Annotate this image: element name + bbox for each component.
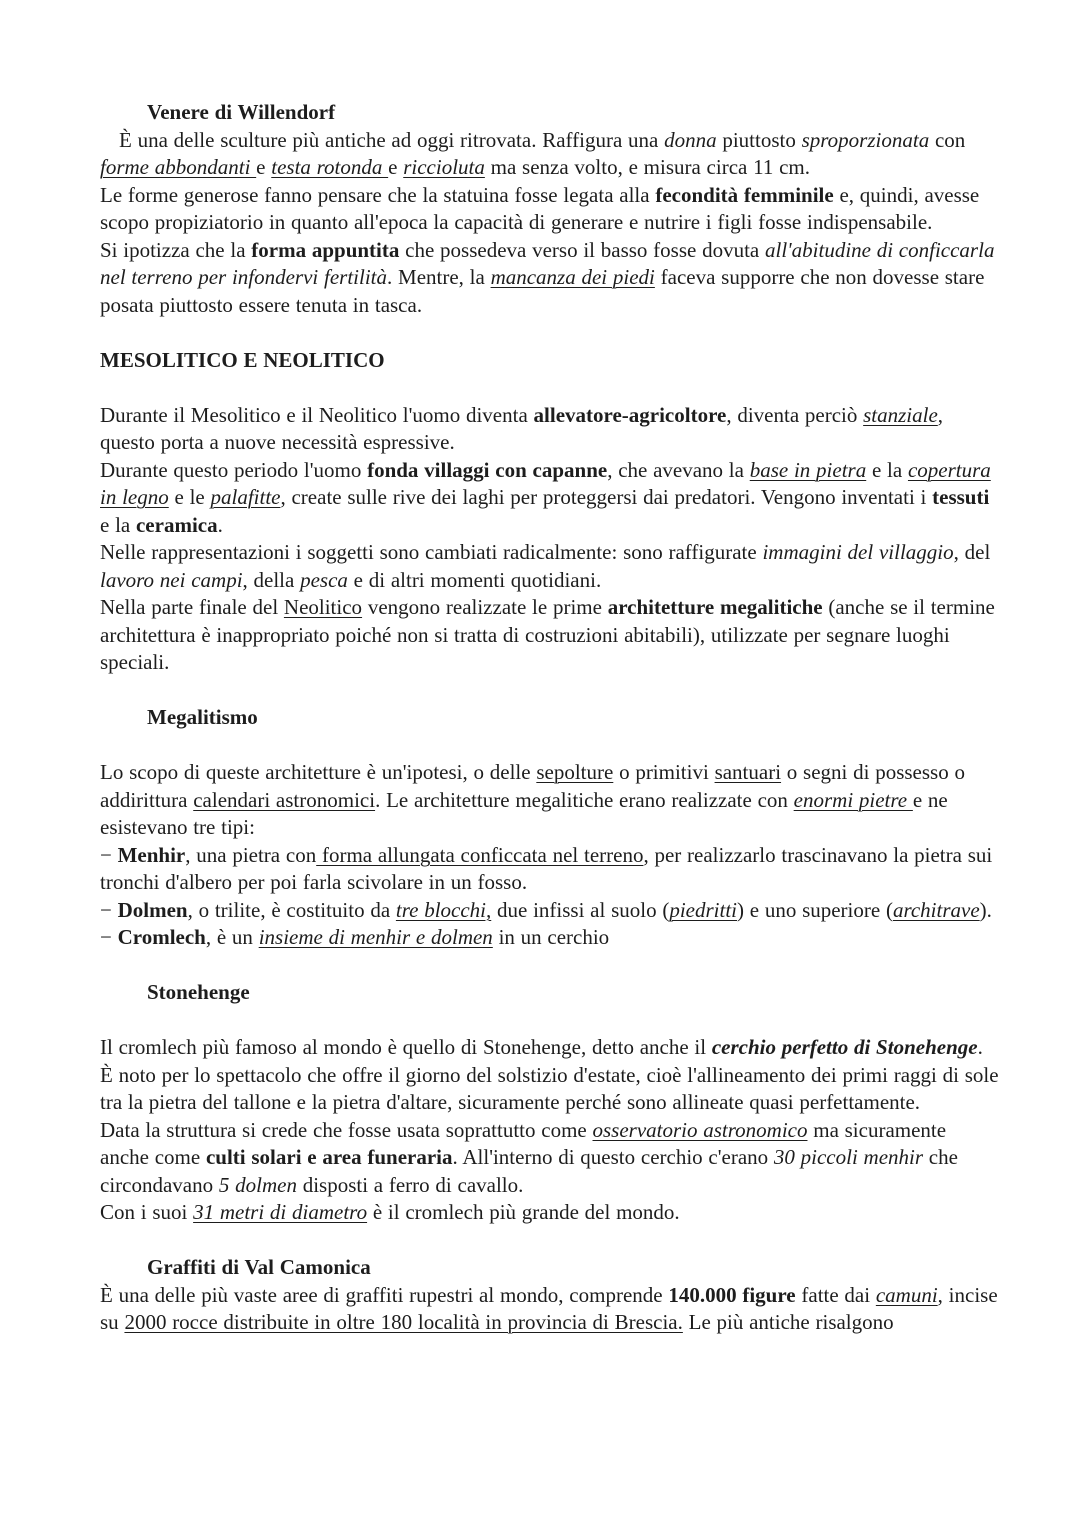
text-run: − (100, 842, 118, 867)
text-run: tre blocchi, (395, 897, 492, 922)
blank-line (100, 732, 1000, 760)
paragraph (100, 402, 1000, 457)
section-heading (100, 347, 1000, 375)
text-run: ) e uno superiore ( (737, 897, 893, 922)
text-run: Data la struttura si crede che fosse usata soprattutto come (100, 1117, 593, 1142)
paragraph (100, 237, 1000, 320)
text-run: o primitivi (613, 760, 715, 784)
paragraph (100, 1034, 1000, 1117)
paragraph (100, 842, 1000, 897)
text-run: È una delle più vaste aree di graffiti rupestri al mondo, comprende (100, 1282, 669, 1307)
text-run: mancanza dei piedi (490, 265, 655, 289)
text-run: Il cromlech più famoso al mondo è quello di Stonehenge, detto anche il (100, 1035, 712, 1059)
text-run: e (388, 155, 404, 179)
text-run: osservatorio astronomico (592, 1117, 808, 1142)
text-run: , una pietra con (185, 842, 317, 867)
text-run: . (217, 512, 223, 537)
text-run: Con i suoi (100, 1200, 194, 1224)
section-heading-text: Stonehenge (147, 980, 250, 1004)
text-run: architrave (892, 897, 980, 922)
blank-line (100, 1227, 1000, 1255)
blank-line (100, 952, 1000, 980)
text-run: pesca (300, 567, 348, 592)
text-run: immagini del villaggio (762, 540, 954, 564)
text-run: , che avevano la (607, 457, 750, 482)
text-run: 5 dolmen (218, 1172, 297, 1197)
text-run: o segni di possesso o addirittura (100, 760, 965, 812)
text-run: all'abitudine di conficcarla nel terreno per infondervi fertilità (100, 237, 995, 289)
text-run: culti solari e area funeraria (205, 1145, 453, 1169)
text-run: copertura in legno (100, 457, 991, 509)
text-run: con (929, 127, 966, 152)
text-run: base in pietra (749, 457, 867, 482)
paragraph (100, 1117, 1000, 1200)
text-run: disposti a ferro di cavallo. (296, 1172, 524, 1197)
text-run: piuttosto (716, 127, 802, 152)
text-run: − (100, 897, 118, 922)
paragraph (100, 1282, 1000, 1337)
paragraph (100, 759, 1000, 842)
text-run: , create sulle rive dei laghi per proteggersi dai predatori. Vengono inventati i (280, 485, 933, 509)
text-run: 2000 rocce distribuite in oltre 180 località in provincia di Brescia. (124, 1310, 683, 1334)
text-run: e (256, 155, 272, 179)
text-run: sepolture (536, 760, 614, 784)
section-heading (100, 704, 1000, 732)
text-run: , questo porta a nuove necessità espressive. (100, 402, 944, 454)
text-run: architetture megalitiche (607, 595, 823, 619)
text-run: forma appuntita (251, 237, 400, 262)
text-run: ). (979, 897, 992, 922)
text-run: e ne esistevano tre tipi: (100, 787, 948, 839)
section-heading-text: Venere di Willendorf (147, 100, 336, 124)
text-run: È una delle sculture più antiche ad oggi ritrovata. Raffigura una (119, 127, 665, 152)
text-run: e le (168, 485, 211, 509)
text-run: cerchio perfetto di Stonehenge (711, 1035, 978, 1059)
paragraph (100, 127, 1000, 182)
paragraph (100, 182, 1000, 237)
text-run: , diventa perciò (726, 402, 864, 427)
text-run: 140.000 figure (668, 1282, 796, 1307)
blank-line (100, 374, 1000, 402)
text-run: , della (242, 567, 301, 592)
blank-line (100, 319, 1000, 347)
text-run: fecondità femminile (655, 182, 834, 207)
text-run: ma sicuramente anche come (100, 1117, 947, 1169)
text-run: − (100, 925, 118, 949)
text-run: . È noto per lo spettacolo che offre il giorno del solstizio d'estate, cioè l'allineamento dei primi raggi di sole tra la pietra del tallone e la pietra d'altare, sicuramente perché sono allineate quasi perfettamente. (100, 1035, 999, 1114)
text-run: camuni (875, 1282, 938, 1307)
paragraph (100, 1199, 1000, 1227)
text-run: forme abbondanti (100, 155, 257, 179)
text-run: e la (100, 512, 136, 537)
paragraph (100, 457, 1000, 540)
text-run: sproporzionata (801, 127, 930, 152)
text-run: Nella parte finale del (100, 595, 284, 619)
text-run: , incise su (100, 1282, 998, 1334)
text-run: Durante il Mesolitico e il Neolitico l'uomo diventa (100, 402, 534, 427)
text-run: e la (866, 457, 908, 482)
section-heading-text: MESOLITICO E NEOLITICO (100, 347, 385, 372)
text-run: , del (953, 540, 991, 564)
text-run: . Mentre, la (387, 265, 491, 289)
paragraph (100, 539, 1000, 594)
text-run: calendari astronomici (193, 787, 376, 812)
section-heading (100, 99, 1000, 127)
paragraph (100, 897, 1000, 925)
document-page-content (100, 99, 1000, 1337)
text-run: vengono realizzate le prime (362, 595, 608, 619)
text-run: santuari (714, 760, 782, 784)
text-run: e, quindi, avesse scopo propiziatorio in quanto all'epoca la capacità di generare e nutrire i figli fosse indispensabile. (100, 182, 980, 234)
text-run: 30 piccoli menhir (773, 1145, 924, 1169)
text-run: , è un (205, 925, 259, 949)
text-run: in un cerchio (492, 925, 610, 949)
text-run: . All'interno di questo cerchio c'erano (452, 1145, 774, 1169)
text-run: piedritti (669, 897, 737, 922)
text-run: Dolmen (117, 897, 188, 922)
section-heading (100, 1254, 1000, 1282)
text-run: fatte dai (795, 1282, 876, 1307)
paragraph (100, 924, 1000, 952)
section-heading-text: Megalitismo (147, 705, 258, 729)
text-run: allevatore-agricoltore (533, 402, 727, 427)
text-run: Neolitico (283, 595, 363, 619)
text-run: stanziale (863, 402, 938, 427)
text-run: Nelle rappresentazioni i soggetti sono cambiati radicalmente: sono raffigurate (100, 540, 763, 564)
text-run: testa rotonda (271, 155, 389, 179)
paragraph (100, 594, 1000, 677)
section-heading (100, 979, 1000, 1007)
text-run: . Le architetture megalitiche erano realizzate con (375, 787, 794, 812)
text-run: palafitte (210, 485, 281, 509)
text-run: Lo scopo di queste architetture è un'ipotesi, o delle (100, 760, 537, 784)
text-run: , o trilite, è costituito da (187, 897, 396, 922)
blank-line (100, 1007, 1000, 1035)
text-run: insieme di menhir e dolmen (258, 925, 493, 949)
text-run: 31 metri di diametro (193, 1200, 368, 1224)
text-run: faceva supporre che non dovesse stare posata piuttosto essere tenuta in tasca. (100, 265, 985, 317)
text-run: Si ipotizza che la (100, 237, 252, 262)
text-run: enormi pietre (793, 787, 913, 812)
text-run: e di altri momenti quotidiani. (347, 567, 602, 592)
text-run: ma senza volto, e misura circa 11 cm. (484, 155, 810, 179)
text-run: lavoro nei campi (100, 567, 243, 592)
section-heading-text: Graffiti di Val Camonica (147, 1255, 371, 1279)
text-run: due infissi al suolo ( (491, 897, 670, 922)
text-run: Durante questo periodo l'uomo (100, 457, 368, 482)
text-run: è il cromlech più grande del mondo. (367, 1200, 680, 1224)
text-run: che circondavano (100, 1145, 958, 1197)
text-run: Cromlech (117, 925, 206, 949)
blank-line (100, 677, 1000, 705)
text-run: forma allungata conficcata nel terreno (316, 842, 644, 867)
text-run: donna (664, 127, 717, 152)
text-run: tessuti (932, 485, 990, 509)
text-run: (anche se il termine architettura è inappropriato poiché non si tratta di costruzioni abitabili), utilizzate per segnare luoghi speciali. (100, 595, 995, 674)
text-run: ceramica (135, 512, 218, 537)
text-run: Le forme generose fanno pensare che la statuina fosse legata alla (100, 182, 656, 207)
text-run: che possedeva verso il basso fosse dovuta (399, 237, 765, 262)
text-run: Le più antiche risalgono (682, 1310, 894, 1334)
text-run: fonda villaggi con capanne (367, 457, 608, 482)
text-run: riccioluta (403, 155, 485, 179)
text-run: Menhir (117, 842, 186, 867)
text-run: , per realizzarlo trascinavano la pietra sui tronchi d'albero per poi farla scivolare in un fosso. (100, 842, 993, 894)
